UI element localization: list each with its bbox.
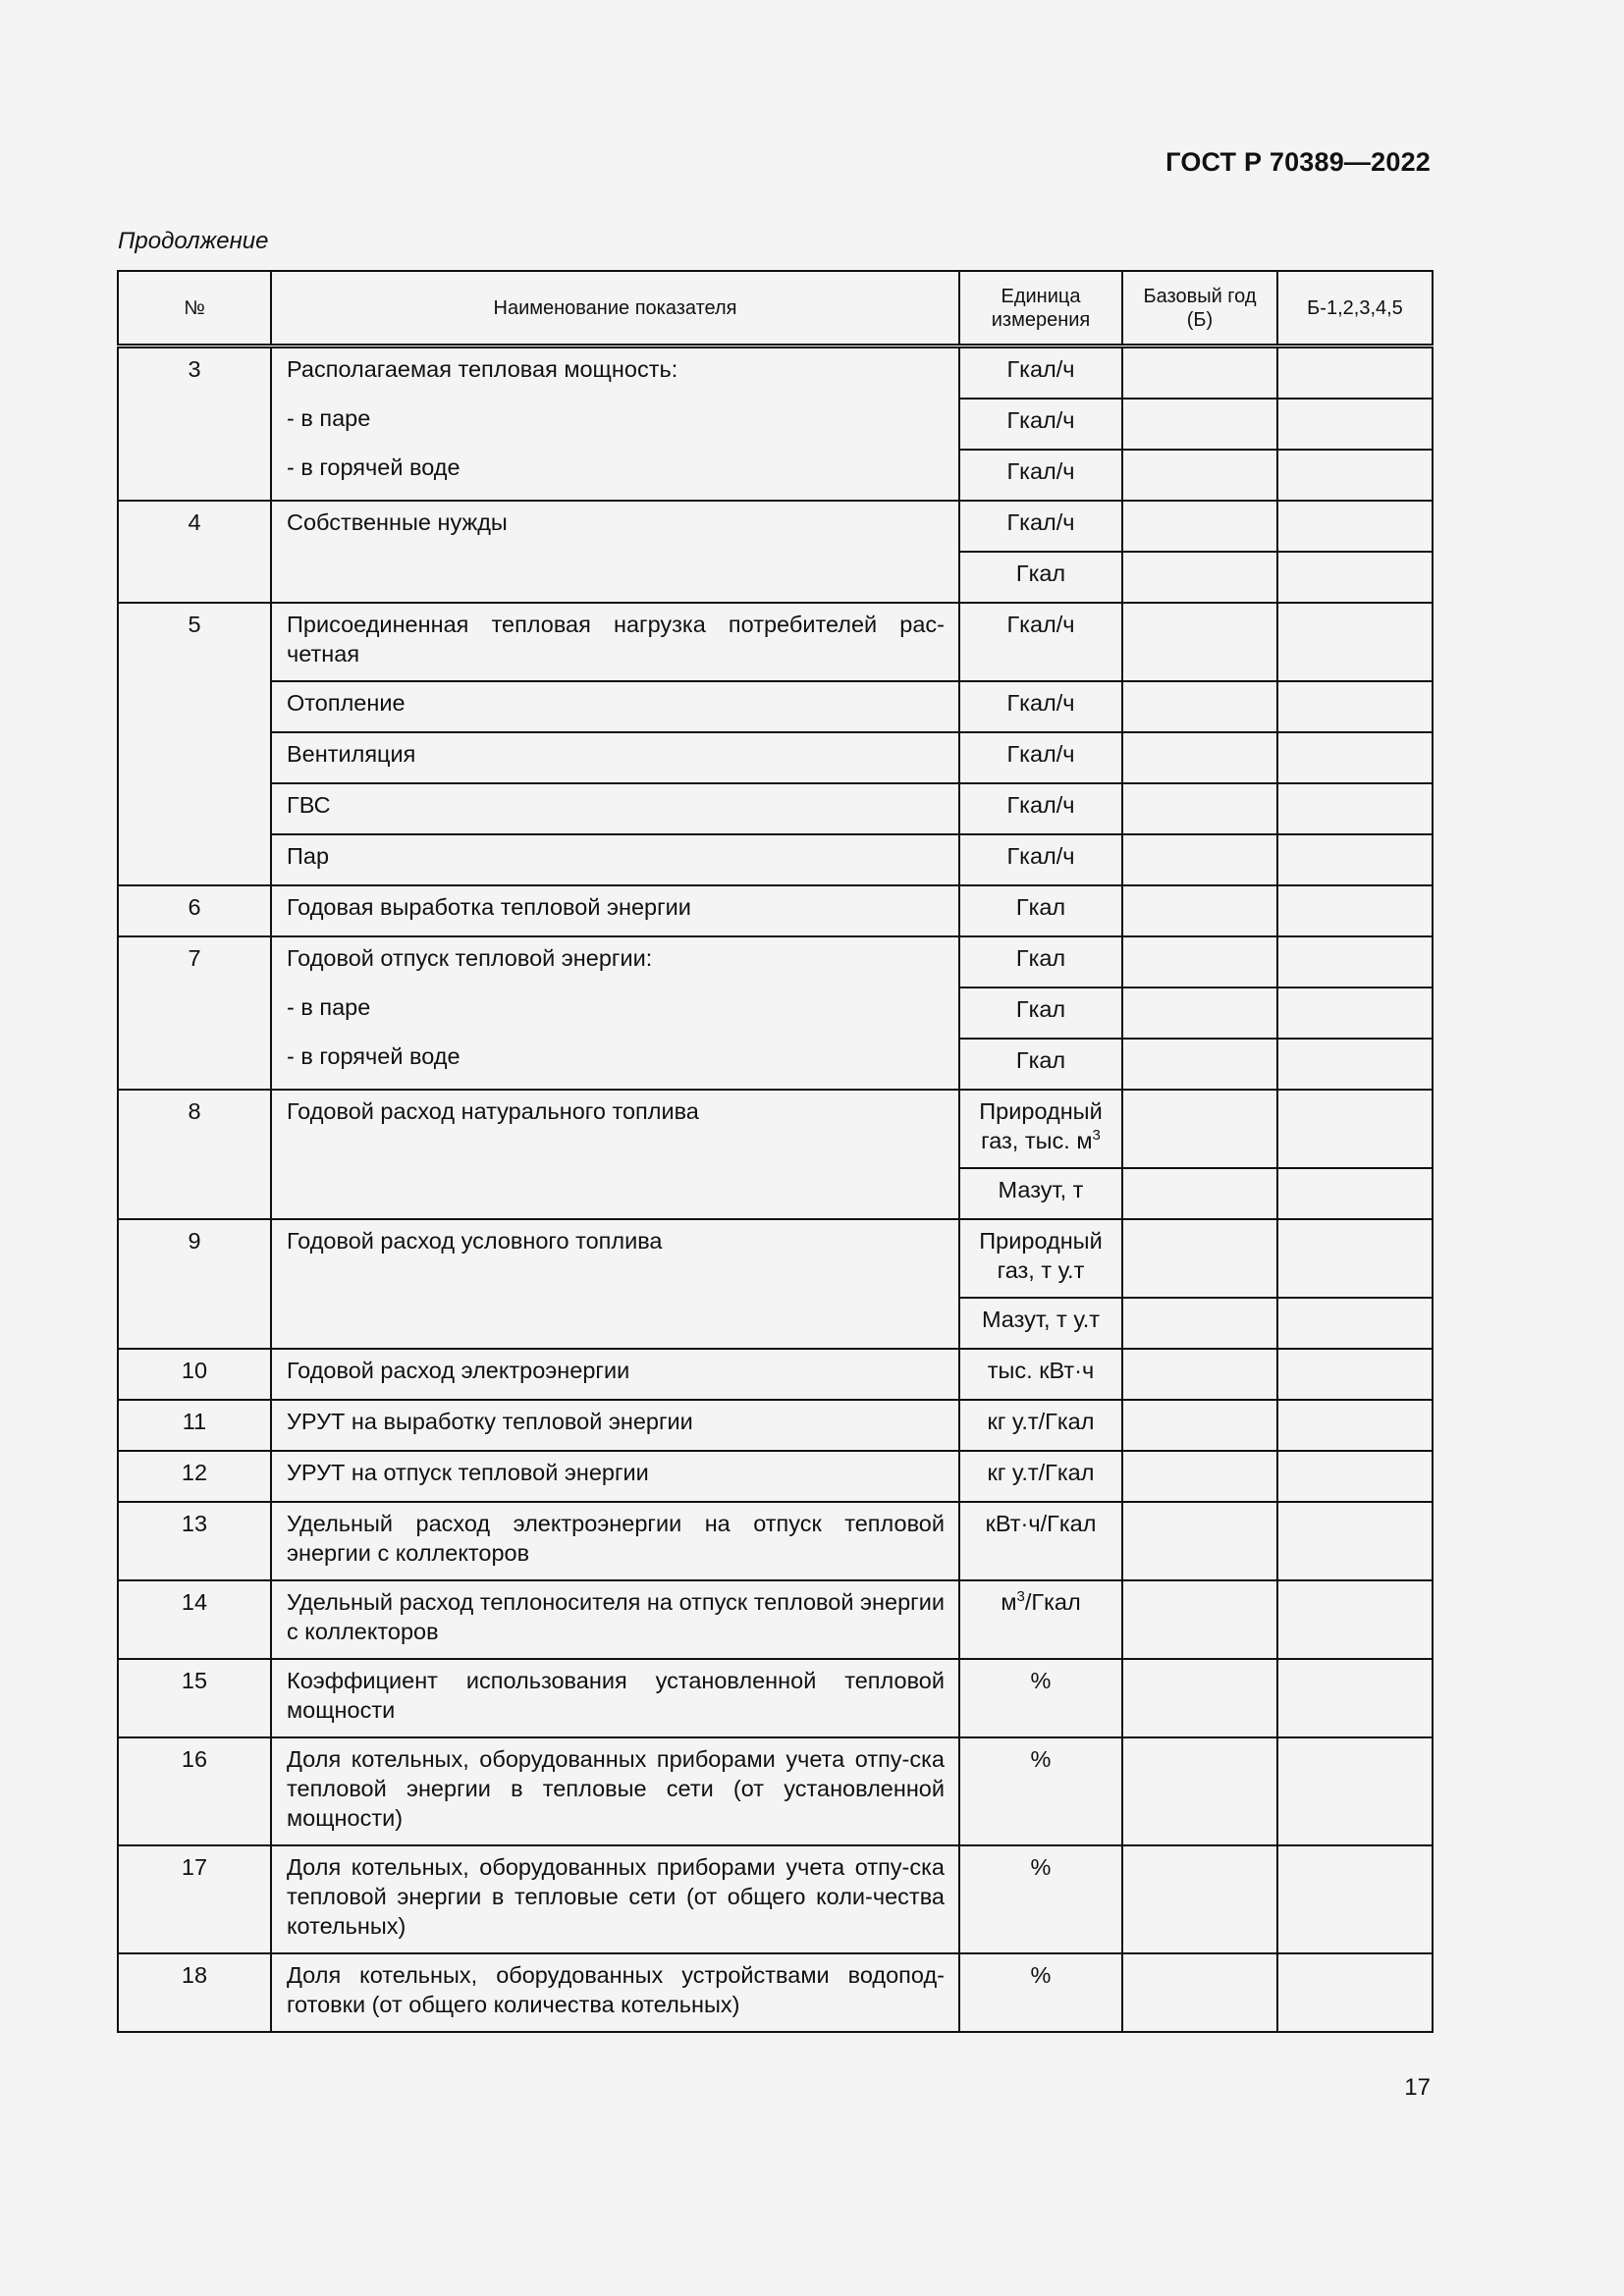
row-name: Доля котельных, оборудованных приборами учета отпу-ска тепловой энергии в тепловые сети (от установленной мощности) [271,1737,959,1845]
row-name: Присоединенная тепловая нагрузка потребителей рас-четная [271,603,959,681]
unit-superscript: 3 [1092,1127,1101,1145]
row-unit: % [959,1845,1122,1953]
table-row [118,1659,1433,1737]
row-name: Пар [271,834,959,885]
previous-years-cell [1277,1298,1433,1349]
base-year-cell [1122,783,1277,834]
row-unit: Гкал/ч [959,732,1122,783]
base-year-cell [1122,936,1277,988]
page-number: 17 [1404,2074,1431,2101]
table-row [118,1400,1433,1451]
col-header-previous-years: Б-1,2,3,4,5 [1277,271,1433,347]
row-unit: Гкал [959,988,1122,1039]
row-name [271,347,959,502]
row-name: Удельный расход теплоносителя на отпуск тепловой энергии с коллекторов [271,1580,959,1659]
row-unit: % [959,1737,1122,1845]
table-row [118,501,1433,552]
row-unit: Гкал/ч [959,603,1122,681]
base-year-cell [1122,1451,1277,1502]
row-unit: Мазут, т [959,1168,1122,1219]
table-row [118,783,1433,834]
previous-years-cell [1277,936,1433,988]
row-name: Удельный расход электроэнергии на отпуск тепловой энергии с коллекторов [271,1502,959,1580]
table-row [118,1953,1433,2032]
previous-years-cell [1277,603,1433,681]
row-name: ГВС [271,783,959,834]
row-unit: Гкал [959,1039,1122,1090]
row-name: Доля котельных, оборудованных устройствами водопод-готовки (от общего количества котельных) [271,1953,959,2032]
unit-superscript: 3 [1016,1588,1025,1606]
base-year-cell [1122,1659,1277,1737]
row-name-sub: - в паре [287,405,371,431]
col-header-unit: Единица измерения [959,271,1122,347]
row-unit: Мазут, т у.т [959,1298,1122,1349]
table-row [118,1737,1433,1845]
row-number: 18 [118,1953,271,2032]
row-unit: Природный газ, т у.т [959,1219,1122,1298]
previous-years-cell [1277,347,1433,400]
row-name: Вентиляция [271,732,959,783]
row-unit: кг у.т/Гкал [959,1400,1122,1451]
row-number: 9 [118,1219,271,1349]
table-row [118,681,1433,732]
base-year-cell [1122,1400,1277,1451]
row-number: 5 [118,603,271,885]
base-year-cell [1122,501,1277,552]
base-year-cell [1122,885,1277,936]
row-unit [959,1580,1122,1659]
base-year-cell [1122,450,1277,501]
indicators-table [117,270,1434,2033]
row-name: Годовая выработка тепловой энергии [271,885,959,936]
base-year-cell [1122,399,1277,450]
row-unit: Гкал [959,936,1122,988]
previous-years-cell [1277,501,1433,552]
row-number: 7 [118,936,271,1090]
row-unit: Гкал/ч [959,347,1122,400]
base-year-cell [1122,834,1277,885]
row-number: 3 [118,347,271,502]
base-year-cell [1122,1845,1277,1953]
row-unit: Гкал/ч [959,399,1122,450]
table-row [118,834,1433,885]
base-year-cell [1122,1580,1277,1659]
base-year-cell [1122,347,1277,400]
table-row [118,1845,1433,1953]
table-row [118,1090,1433,1168]
row-unit: Гкал [959,552,1122,603]
row-name: Отопление [271,681,959,732]
previous-years-cell [1277,1845,1433,1953]
row-name [271,936,959,1090]
previous-years-cell [1277,1451,1433,1502]
base-year-cell [1122,1737,1277,1845]
row-number: 12 [118,1451,271,1502]
row-number: 10 [118,1349,271,1400]
row-unit: кг у.т/Гкал [959,1451,1122,1502]
row-name: Коэффициент использования установленной тепловой мощности [271,1659,959,1737]
row-name-sub: - в горячей воде [287,1043,460,1069]
row-unit: Гкал [959,885,1122,936]
table-row [118,347,1433,400]
table-row [118,603,1433,681]
row-name: Годовой расход условного топлива [271,1219,959,1349]
previous-years-cell [1277,552,1433,603]
table-row [118,1580,1433,1659]
base-year-cell [1122,1090,1277,1168]
row-unit: % [959,1659,1122,1737]
previous-years-cell [1277,885,1433,936]
row-name: УРУТ на выработку тепловой энергии [271,1400,959,1451]
row-number: 13 [118,1502,271,1580]
previous-years-cell [1277,1349,1433,1400]
table-row [118,1219,1433,1298]
row-unit: Гкал/ч [959,783,1122,834]
previous-years-cell [1277,1502,1433,1580]
row-number: 14 [118,1580,271,1659]
row-unit: Гкал/ч [959,681,1122,732]
row-unit: % [959,1953,1122,2032]
table-row [118,1502,1433,1580]
base-year-cell [1122,1168,1277,1219]
previous-years-cell [1277,681,1433,732]
row-name: Годовой расход электроэнергии [271,1349,959,1400]
row-number: 8 [118,1090,271,1219]
table-row [118,1451,1433,1502]
previous-years-cell [1277,1168,1433,1219]
previous-years-cell [1277,1953,1433,2032]
base-year-cell [1122,552,1277,603]
previous-years-cell [1277,1039,1433,1090]
previous-years-cell [1277,1219,1433,1298]
unit-text-tail: /Гкал [1024,1589,1081,1615]
previous-years-cell [1277,732,1433,783]
base-year-cell [1122,603,1277,681]
table-row [118,936,1433,988]
base-year-cell [1122,988,1277,1039]
row-unit: Гкал/ч [959,450,1122,501]
row-number: 6 [118,885,271,936]
base-year-cell [1122,1298,1277,1349]
row-number: 17 [118,1845,271,1953]
unit-text: Природный газ, тыс. м [979,1098,1103,1153]
base-year-cell [1122,732,1277,783]
col-header-name: Наименование показателя [271,271,959,347]
row-unit: кВт·ч/Гкал [959,1502,1122,1580]
previous-years-cell [1277,1090,1433,1168]
base-year-cell [1122,1953,1277,2032]
previous-years-cell [1277,399,1433,450]
previous-years-cell [1277,1400,1433,1451]
base-year-cell [1122,1219,1277,1298]
previous-years-cell [1277,988,1433,1039]
row-name-sub: - в горячей воде [287,454,460,480]
table-row [118,1349,1433,1400]
row-number: 15 [118,1659,271,1737]
previous-years-cell [1277,1580,1433,1659]
row-name-main: Располагаемая тепловая мощность: [287,356,678,382]
unit-text: м [1001,1589,1017,1615]
col-header-base-year: Базовый год (Б) [1122,271,1277,347]
row-name: Доля котельных, оборудованных приборами учета отпу-ска тепловой энергии в тепловые сети (от общего коли-чества котельных) [271,1845,959,1953]
row-unit [959,1090,1122,1168]
table-row [118,885,1433,936]
base-year-cell [1122,681,1277,732]
row-name: Годовой расход натурального топлива [271,1090,959,1219]
base-year-cell [1122,1039,1277,1090]
previous-years-cell [1277,783,1433,834]
previous-years-cell [1277,1737,1433,1845]
row-number: 11 [118,1400,271,1451]
previous-years-cell [1277,1659,1433,1737]
base-year-cell [1122,1502,1277,1580]
document-code: ГОСТ Р 70389—2022 [1165,147,1431,177]
row-name: УРУТ на отпуск тепловой энергии [271,1451,959,1502]
col-header-number: № [118,271,271,347]
base-year-cell [1122,1349,1277,1400]
row-unit: тыс. кВт·ч [959,1349,1122,1400]
previous-years-cell [1277,834,1433,885]
row-number: 4 [118,501,271,603]
row-unit: Гкал/ч [959,834,1122,885]
row-unit: Гкал/ч [959,501,1122,552]
row-name: Собственные нужды [271,501,959,603]
table-header-row [118,271,1433,347]
continuation-label: Продолжение [118,228,269,254]
row-name-main: Годовой отпуск тепловой энергии: [287,945,653,971]
row-name-sub: - в паре [287,994,371,1020]
table-row [118,732,1433,783]
row-number: 16 [118,1737,271,1845]
previous-years-cell [1277,450,1433,501]
